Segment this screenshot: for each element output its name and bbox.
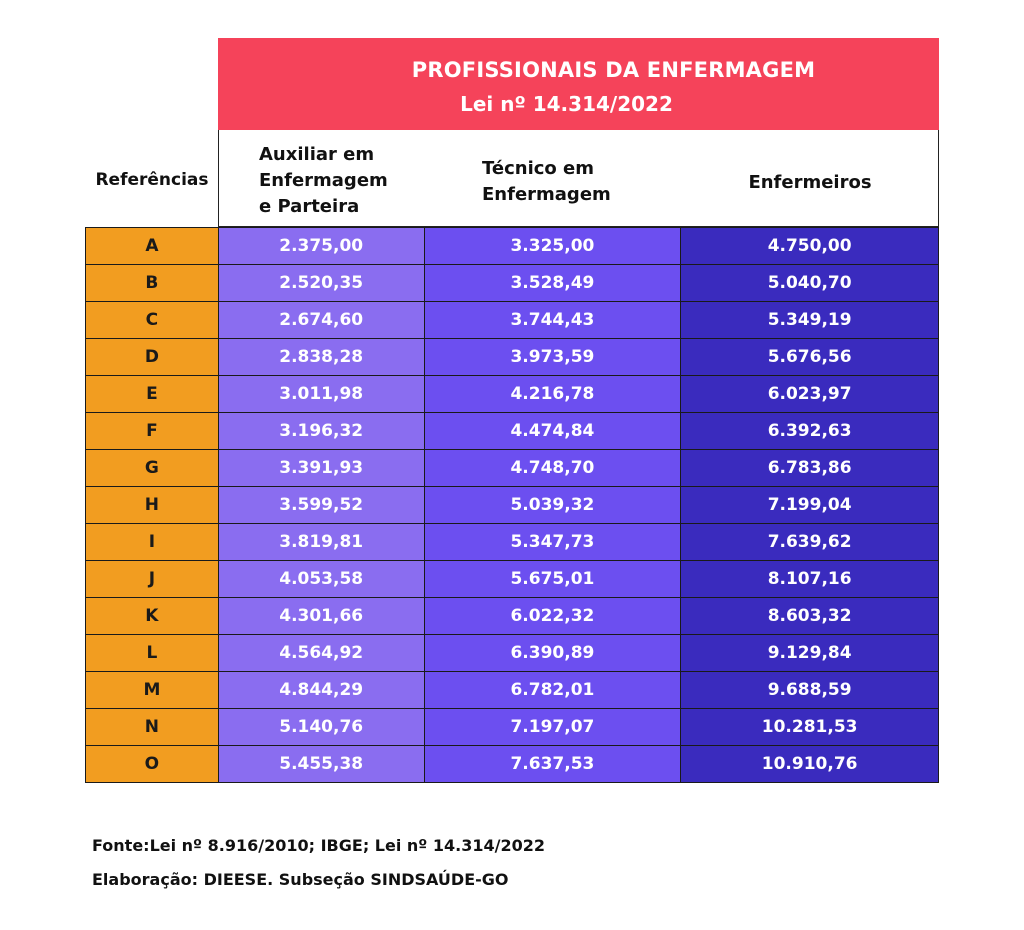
cell-referencia: J	[86, 561, 219, 598]
cell-auxiliar: 3.599,52	[218, 487, 424, 524]
cell-enfermeiros: 6.023,97	[681, 376, 939, 413]
salary-table	[85, 227, 939, 783]
cell-referencia: H	[86, 487, 219, 524]
salary-table-body	[86, 228, 939, 783]
cell-enfermeiros: 5.040,70	[681, 265, 939, 302]
cell-auxiliar: 4.844,29	[218, 672, 424, 709]
table-row	[86, 561, 939, 598]
cell-enfermeiros: 9.129,84	[681, 635, 939, 672]
cell-enfermeiros: 7.199,04	[681, 487, 939, 524]
cell-referencia: N	[86, 709, 219, 746]
cell-auxiliar: 3.011,98	[218, 376, 424, 413]
column-header-tecnico-line2: Enfermagem	[482, 184, 611, 205]
table-row	[86, 376, 939, 413]
column-header-auxiliar-line3: e Parteira	[259, 196, 360, 217]
cell-referencia: A	[86, 228, 219, 265]
cell-tecnico: 3.325,00	[424, 228, 681, 265]
cell-enfermeiros: 7.639,62	[681, 524, 939, 561]
column-header-enfermeiros: Enfermeiros	[748, 172, 872, 193]
table-row	[86, 635, 939, 672]
table-row	[86, 228, 939, 265]
table-row	[86, 598, 939, 635]
cell-enfermeiros: 10.281,53	[681, 709, 939, 746]
footer-source: Fonte:Lei nº 8.916/2010; IBGE; Lei nº 14.314/2022	[92, 836, 545, 855]
cell-auxiliar: 2.375,00	[218, 228, 424, 265]
cell-enfermeiros: 4.750,00	[681, 228, 939, 265]
footer-credit: Elaboração: DIEESE. Subseção SINDSAÚDE-GO	[92, 870, 509, 889]
title-banner	[218, 38, 939, 130]
column-header-tecnico	[482, 156, 611, 208]
table-row	[86, 524, 939, 561]
cell-referencia: E	[86, 376, 219, 413]
table-row	[86, 487, 939, 524]
cell-enfermeiros: 6.392,63	[681, 413, 939, 450]
cell-referencia: B	[86, 265, 219, 302]
cell-auxiliar: 2.838,28	[218, 339, 424, 376]
table-row	[86, 746, 939, 783]
table-subtitle: Lei nº 14.314/2022	[460, 92, 673, 116]
cell-referencia: D	[86, 339, 219, 376]
cell-tecnico: 6.782,01	[424, 672, 681, 709]
cell-enfermeiros: 9.688,59	[681, 672, 939, 709]
cell-referencia: L	[86, 635, 219, 672]
cell-referencia: F	[86, 413, 219, 450]
cell-auxiliar: 3.196,32	[218, 413, 424, 450]
cell-enfermeiros: 8.603,32	[681, 598, 939, 635]
cell-tecnico: 3.528,49	[424, 265, 681, 302]
cell-tecnico: 6.390,89	[424, 635, 681, 672]
column-header-auxiliar	[259, 142, 388, 220]
column-header-auxiliar-line1: Auxiliar em	[259, 144, 375, 165]
cell-tecnico: 5.347,73	[424, 524, 681, 561]
cell-auxiliar: 3.391,93	[218, 450, 424, 487]
cell-tecnico: 4.216,78	[424, 376, 681, 413]
cell-referencia: C	[86, 302, 219, 339]
column-header-tecnico-line1: Técnico em	[482, 158, 595, 179]
cell-auxiliar: 2.674,60	[218, 302, 424, 339]
cell-tecnico: 3.973,59	[424, 339, 681, 376]
cell-auxiliar: 4.564,92	[218, 635, 424, 672]
column-header-auxiliar-line2: Enfermagem	[259, 170, 388, 191]
cell-tecnico: 5.039,32	[424, 487, 681, 524]
cell-tecnico: 4.474,84	[424, 413, 681, 450]
cell-auxiliar: 3.819,81	[218, 524, 424, 561]
cell-referencia: I	[86, 524, 219, 561]
cell-enfermeiros: 5.349,19	[681, 302, 939, 339]
cell-enfermeiros: 8.107,16	[681, 561, 939, 598]
table-row	[86, 302, 939, 339]
column-header-referencias: Referências	[95, 170, 209, 190]
table-row	[86, 450, 939, 487]
cell-referencia: K	[86, 598, 219, 635]
cell-tecnico: 4.748,70	[424, 450, 681, 487]
cell-auxiliar: 5.455,38	[218, 746, 424, 783]
table-row	[86, 413, 939, 450]
cell-referencia: M	[86, 672, 219, 709]
cell-tecnico: 3.744,43	[424, 302, 681, 339]
table-row	[86, 672, 939, 709]
cell-enfermeiros: 10.910,76	[681, 746, 939, 783]
cell-referencia: O	[86, 746, 219, 783]
table-row	[86, 265, 939, 302]
table-row	[86, 339, 939, 376]
cell-enfermeiros: 5.676,56	[681, 339, 939, 376]
cell-auxiliar: 5.140,76	[218, 709, 424, 746]
cell-auxiliar: 2.520,35	[218, 265, 424, 302]
cell-auxiliar: 4.301,66	[218, 598, 424, 635]
table-title: PROFISSIONAIS DA ENFERMAGEM	[411, 58, 816, 82]
cell-referencia: G	[86, 450, 219, 487]
cell-tecnico: 7.197,07	[424, 709, 681, 746]
cell-tecnico: 6.022,32	[424, 598, 681, 635]
cell-tecnico: 7.637,53	[424, 746, 681, 783]
cell-enfermeiros: 6.783,86	[681, 450, 939, 487]
cell-auxiliar: 4.053,58	[218, 561, 424, 598]
cell-tecnico: 5.675,01	[424, 561, 681, 598]
table-row	[86, 709, 939, 746]
